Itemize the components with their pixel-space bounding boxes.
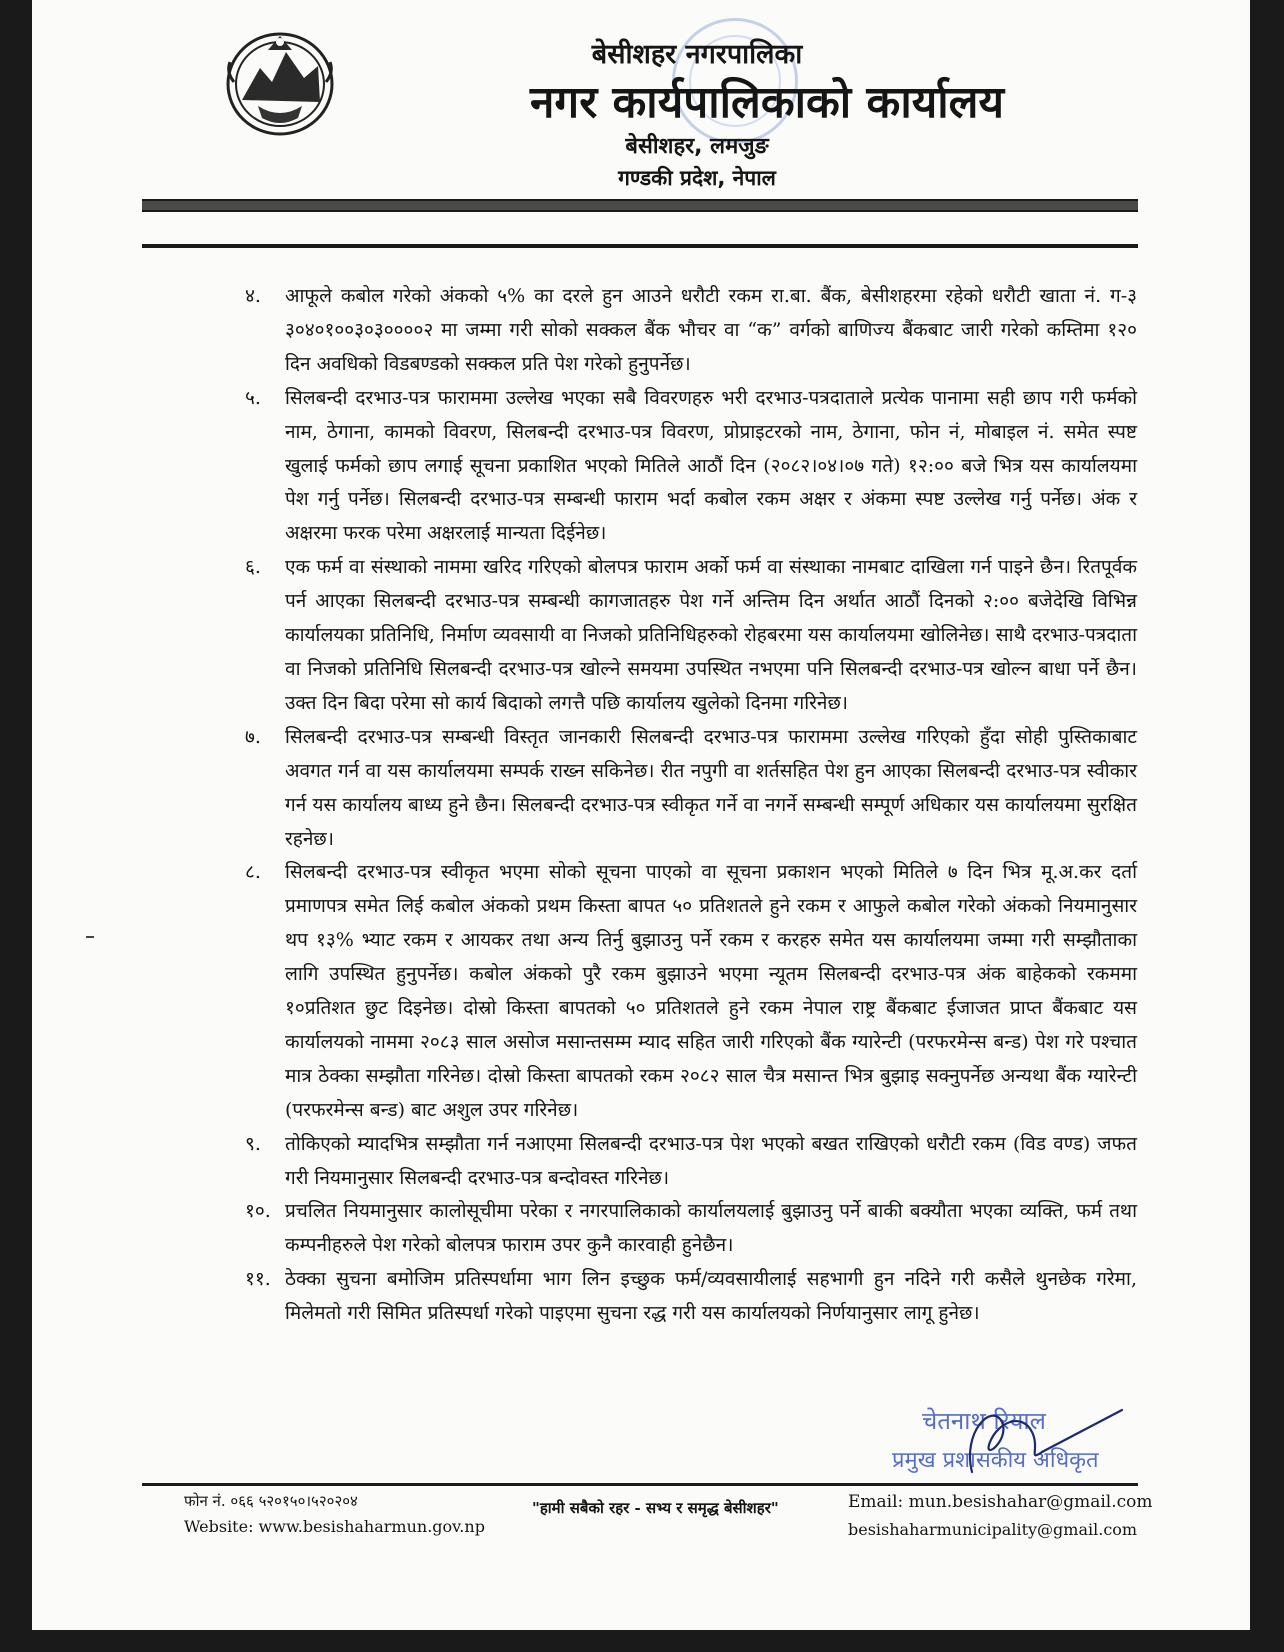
signatory-title: प्रमुख प्रशासकीय अधिकृत xyxy=(892,1448,1099,1473)
footer-phone: फोन नं. ०६६ ५२०१५०।५२०२०४ xyxy=(184,1492,358,1510)
clause-item xyxy=(245,280,1137,382)
clause-item xyxy=(245,721,1137,857)
clause-number: ९. xyxy=(245,1132,261,1155)
margin-mark xyxy=(86,936,94,938)
clause-number: ७. xyxy=(245,725,261,748)
clause-text: सिलबन्दी दरभाउ-पत्र फाराममा उल्लेख भएका सबै विवरणहरु भरी दरभाउ-पत्रदाताले प्रत्येक पानामा सही छाप गरी फर्मको नाम, ठेगाना, कामको विवरण, सिलबन्दी दरभाउ-पत्र विवरण, प्रोप्राइटरको नाम, ठेगाना, फोन नं, मोबाइल नं. समेत स्पष्ट खुलाई फर्मको छाप लगाई सूचना प्रकाशित भएको मितिले आठौं दिन (२०८२।०४।०७ गते) १२:०० बजे भित्र यस कार्यालयमा पेश गर्नु पर्नेछ। सिलबन्दी दरभाउ-पत्र सम्बन्धी फाराम भर्दा कबोल रकम अक्षर र अंकमा स्पष्ट उल्लेख गर्नु पर्नेछ। अंक र अक्षरमा फरक परेमा अक्षरलाई मान्यता दिईनेछ। xyxy=(285,386,1137,545)
header-divider-thick xyxy=(142,199,1138,212)
clause-item xyxy=(245,1128,1137,1196)
clause-text: सिलबन्दी दरभाउ-पत्र सम्बन्धी विस्तृत जानकारी सिलबन्दी दरभाउ-पत्र फाराममा उल्लेख गरिएको हुँदा सोही पुस्तिकाबाट अवगत गर्न वा यस कार्यालयमा सम्पर्क राख्न सकिनेछ। रीत नपुगी वा शर्तसहित पेश हुन आएका सिलबन्दी दरभाउ-पत्र स्वीकार गर्न यस कार्यालय बाध्य हुने छैन। सिलबन्दी दरभाउ-पत्र स्वीकृत गर्ने वा नगर्ने सम्बन्धी सम्पूर्ण अधिकार यस कार्यालयमा सुरक्षित रहनेछ। xyxy=(285,725,1137,850)
clause-text: आफूले कबोल गरेको अंकको ५% का दरले हुन आउने धरौटी रकम रा.बा. बैंक, बेसीशहरमा रहेको धरौटी खाता नं. ग-३ ३०४०१००३०३००००२ मा जम्मा गरी सोको सक्कल बैंक भौचर वा “क” वर्गको बाणिज्य बैंकबाट जारी गरेको कम्तिमा १२० दिन अवधिको विडबण्डको सक्कल प्रति पेश गरेको हुनुपर्नेछ। xyxy=(285,285,1137,375)
header-divider-thin xyxy=(142,244,1138,248)
clause-number: ६. xyxy=(245,556,261,579)
clause-number: ४. xyxy=(245,285,261,307)
footer-email-secondary: besishaharmunicipality@gmail.com xyxy=(848,1520,1138,1539)
nepal-government-emblem-icon xyxy=(220,22,340,142)
signatory-name: चेतनाथ रियाल xyxy=(922,1407,1046,1435)
province-country: गण्डकी प्रदेश, नेपाल xyxy=(618,166,776,190)
handwritten-signature-icon xyxy=(932,1392,1132,1482)
footer-slogan: "हामी सबैको रहर - सभ्य र समृद्ध बेसीशहर" xyxy=(532,1499,779,1517)
footer-email: Email: mun.besishahar@gmail.com xyxy=(848,1492,1153,1512)
notice-clauses xyxy=(245,280,1137,1331)
clause-item xyxy=(245,382,1137,552)
footer-divider xyxy=(142,1483,1138,1486)
clause-text: एक फर्म वा संस्थाको नाममा खरिद गरिएको बोलपत्र फाराम अर्को फर्म वा संस्थाका नामबाट दाखिला गर्न पाइने छैन। रितपूर्वक पर्न आएका सिलबन्दी दरभाउ-पत्र सम्बन्धी कागजातहरु पेश गर्ने अन्तिम दिन अर्थात आठौं दिनको २:०० बजेदेखि विभिन्न कार्यालयका प्रतिनिधि, निर्माण व्यवसायी वा निजको प्रतिनिधिहरुको रोहबरमा यस कार्यालयमा खोलिनेछ। साथै दरभाउ-पत्रदाता वा निजको प्रतिनिधि सिलबन्दी दरभाउ-पत्र खोल्ने समयमा उपस्थित नभएमा पनि सिलबन्दी दरभाउ-पत्र खोल्न बाधा पर्ने छैन। उक्त दिन बिदा परेमा सो कार्य बिदाको लगत्तै पछि कार्यालय खुलेको दिनमा गरिनेछ। xyxy=(285,556,1137,714)
clause-item xyxy=(245,856,1137,1127)
footer-website: Website: www.besishaharmun.gov.np xyxy=(184,1517,485,1536)
clause-item xyxy=(245,551,1137,721)
clause-number: ५. xyxy=(245,386,261,409)
clause-text: तोकिएको म्यादभित्र सम्झौता गर्न नआएमा सिलबन्दी दरभाउ-पत्र पेश भएको बखत राखिएको धरौटी रकम (विड वण्ड) जफत गरी नियमानुसार सिलबन्दी दरभाउ-पत्र बन्दोवस्त गरिनेछ। xyxy=(285,1132,1137,1189)
signature-block xyxy=(892,1392,1132,1482)
clause-item xyxy=(245,1263,1137,1331)
clause-number: ८. xyxy=(245,861,261,884)
clause-text: प्रचलित नियमानुसार कालोसूचीमा परेका र नगरपालिकाको कार्यालयलाई बुझाउनु पर्ने बाकी बक्यौता भएका व्यक्ति, फर्म तथा कम्पनीहरुले पेश गरेको बोलपत्र फाराम उपर कुनै कारवाही हुनेछैन। xyxy=(285,1200,1137,1257)
document-page xyxy=(32,0,1250,1630)
clause-text: ठेक्का सुचना बमोजिम प्रतिस्पर्धामा भाग लिन इच्छुक फर्म/व्यवसायीलाई सहभागी हुन नदिने गरी कसैले थुनछेक गरेमा, मिलेमतो गरी सिमित प्रतिस्पर्धा गरेको पाइएमा सुचना रद्ध गरी यस कार्यालयको निर्णयानुसार लागू हुनेछ। xyxy=(285,1268,1137,1325)
clause-number: १०. xyxy=(245,1200,271,1223)
clause-number: ११. xyxy=(245,1268,271,1291)
office-location: बेसीशहर, लमजुङ xyxy=(625,134,769,159)
clause-text: सिलबन्दी दरभाउ-पत्र स्वीकृत भएमा सोको सूचना पाएको वा सूचना प्रकाशन भएको मितिले ७ दिन भित्र मू.अ.कर दर्ता प्रमाणपत्र समेत लिई कबोल अंकको प्रथम किस्ता बापत ५० प्रतिशतले हुने रकम र आफुले कबोल गरेको अंकको नियमानुसार थप १३% भ्याट रकम र आयकर तथा अन्य तिर्नु बुझाउनु पर्ने रकम र करहरु समेत यस कार्यालयमा जम्मा गरी सम्झौताका लागि उपस्थित हुनुपर्नेछ। कबोल अंकको पुरै रकम बुझाउने भएमा न्यूतम सिलबन्दी दरभाउ-पत्र अंक बाहेकको रकममा १०प्रतिशत छुट दिइनेछ। दोस्रो किस्ता बापतको ५० प्रतिशतले हुने रकम नेपाल राष्ट्र बैंकबाट ईजाजत प्राप्त बैंकबाट यस कार्यालयको नाममा २०८३ साल असोज मसान्तसम्म म्याद सहित जारी गरिएको बैंक ग्यारेन्टी (परफरमेन्स बन्ड) पेश गरे पश्चात मात्र ठेक्का सम्झौता गरिनेछ। दोस्रो किस्ता बापतको रकम २०८२ साल चैत्र मसान्त भित्र बुझाइ सक्नुपर्नेछ अन्यथा बैंक ग्यारेन्टी (परफरमेन्स बन्ड) बाट अशुल उपर गरिनेछ। xyxy=(285,861,1137,1121)
municipality-name: बेसीशहर नगरपालिका xyxy=(591,39,803,70)
clause-item xyxy=(245,1195,1137,1263)
office-title: नगर कार्यपालिकाको कार्यालय xyxy=(530,77,1004,128)
